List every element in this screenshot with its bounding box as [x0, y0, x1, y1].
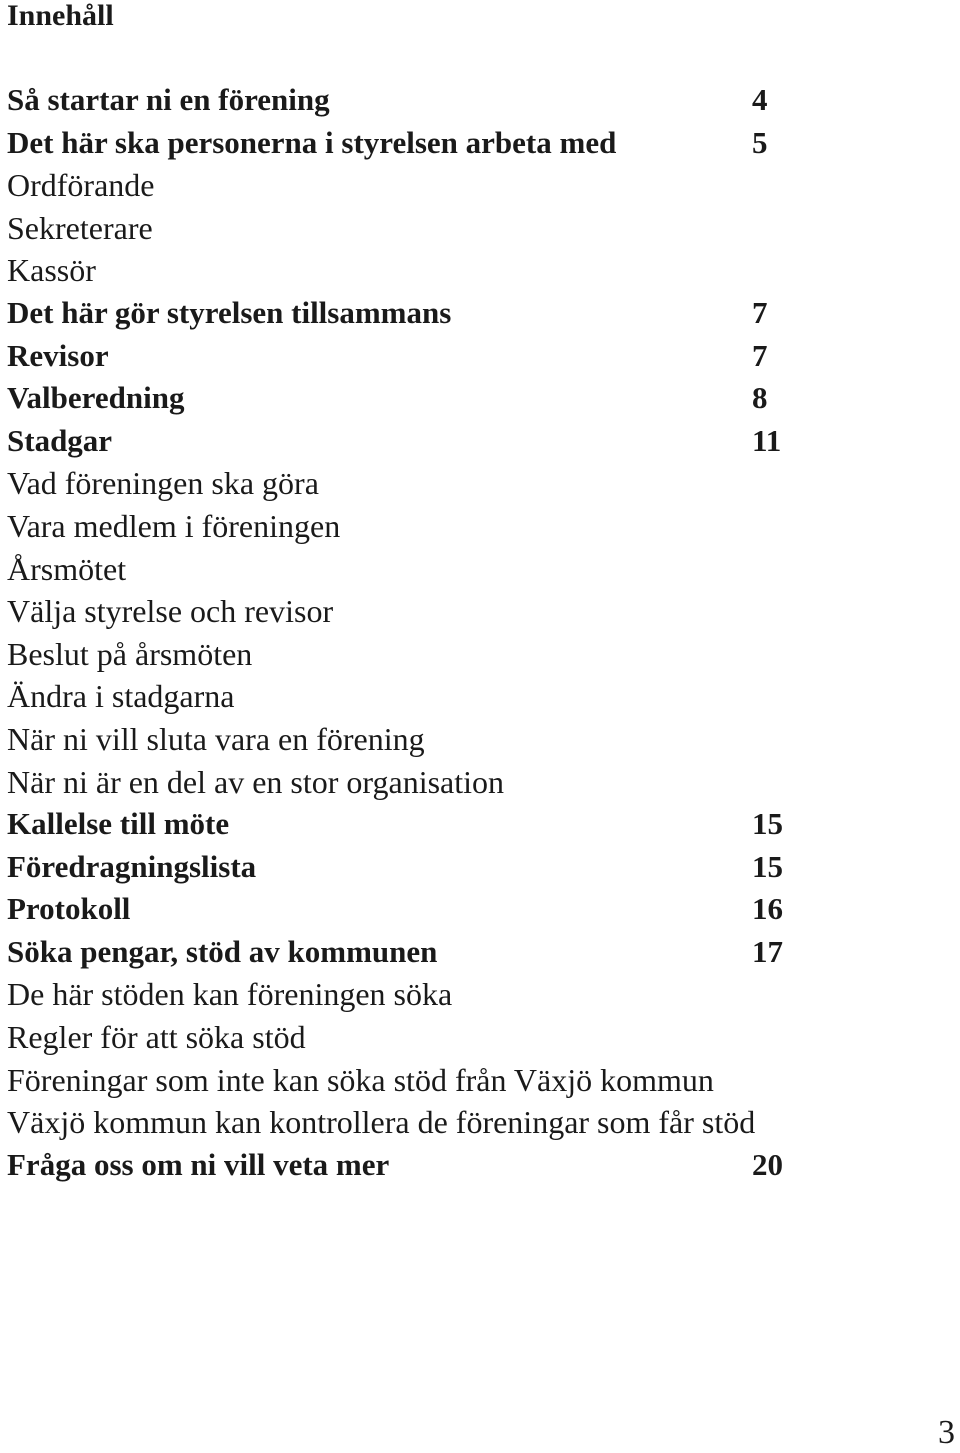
toc-entry-title: Ändra i stadgarna — [7, 678, 235, 715]
page-title: Innehåll — [7, 0, 114, 32]
toc-entry-page: 8 — [752, 380, 768, 416]
toc-entry — [7, 1016, 907, 1059]
toc-entry-page: 7 — [752, 337, 768, 373]
toc-entry-title: När ni är en del av en stor organisation — [7, 763, 505, 800]
toc-entry-title: Ordförande — [7, 167, 155, 204]
toc-entry-title: Vara medlem i föreningen — [7, 507, 341, 544]
toc-entry-page: 11 — [752, 422, 782, 458]
toc-entry — [7, 207, 907, 250]
toc-entry — [7, 803, 907, 846]
toc-entry — [7, 1101, 907, 1144]
toc-entry — [7, 462, 907, 505]
toc-entry-title: De här stöden kan föreningen söka — [7, 976, 453, 1013]
toc-entry-title: Kallelse till möte — [7, 806, 230, 842]
toc-entry-title: Fråga oss om ni vill veta mer — [7, 1146, 390, 1182]
toc-entry-title: När ni vill sluta vara en förening — [7, 720, 425, 757]
toc-entry-page: 20 — [752, 1146, 783, 1182]
toc-entry — [7, 888, 907, 931]
toc-entry-title: Föredragningslista — [7, 848, 257, 884]
toc-entry — [7, 718, 907, 761]
toc-entry — [7, 761, 907, 804]
toc-entry-title: Växjö kommun kan kontrollera de föreningar som får stöd — [7, 1104, 756, 1141]
toc-entry-title: Revisor — [7, 337, 109, 373]
toc-entry — [7, 164, 907, 207]
page-number: 3 — [938, 1414, 955, 1451]
toc-entry-title: Välja styrelse och revisor — [7, 593, 334, 630]
toc-entry — [7, 590, 907, 633]
toc-entry — [7, 548, 907, 591]
toc-entry-page: 4 — [752, 82, 768, 117]
toc-entry-page: 5 — [752, 124, 768, 160]
toc-entry — [7, 973, 907, 1016]
toc-entry — [7, 675, 907, 718]
toc-entry — [7, 122, 907, 165]
toc-entry-page: 17 — [752, 933, 783, 969]
toc-entry — [7, 846, 907, 889]
toc-entry-title: Kassör — [7, 252, 96, 289]
toc-entry — [7, 1144, 907, 1187]
toc-entry-page: 15 — [752, 806, 783, 842]
toc-entry — [7, 505, 907, 548]
toc-entry-title: Det här gör styrelsen tillsammans — [7, 294, 452, 330]
toc-entry — [7, 420, 907, 463]
toc-entry-title: Så startar ni en förening — [7, 82, 330, 117]
toc-entry-page: 7 — [752, 294, 768, 330]
toc-entry-title: Sekreterare — [7, 209, 153, 246]
toc-entry-page: 16 — [752, 891, 783, 927]
toc-entry-title: Årsmötet — [7, 550, 127, 587]
table-of-contents — [7, 79, 907, 1186]
toc-entry — [7, 931, 907, 974]
toc-entry — [7, 249, 907, 292]
toc-entry-title: Beslut på årsmöten — [7, 635, 253, 672]
toc-entry — [7, 292, 907, 335]
toc-entry — [7, 633, 907, 676]
toc-entry-title: Protokoll — [7, 891, 131, 927]
toc-entry-title: Regler för att söka stöd — [7, 1019, 306, 1056]
toc-entry — [7, 335, 907, 378]
toc-entry — [7, 377, 907, 420]
toc-entry — [7, 1059, 907, 1102]
toc-entry-title: Vad föreningen ska göra — [7, 465, 319, 502]
toc-entry-title: Det här ska personerna i styrelsen arbeta med — [7, 124, 617, 160]
toc-entry-title: Föreningar som inte kan söka stöd från Växjö kommun — [7, 1061, 714, 1098]
toc-entry-title: Valberedning — [7, 380, 185, 416]
toc-entry-title: Söka pengar, stöd av kommunen — [7, 933, 438, 969]
toc-entry — [7, 79, 907, 122]
toc-entry-title: Stadgar — [7, 422, 113, 458]
toc-entry-page: 15 — [752, 848, 783, 884]
